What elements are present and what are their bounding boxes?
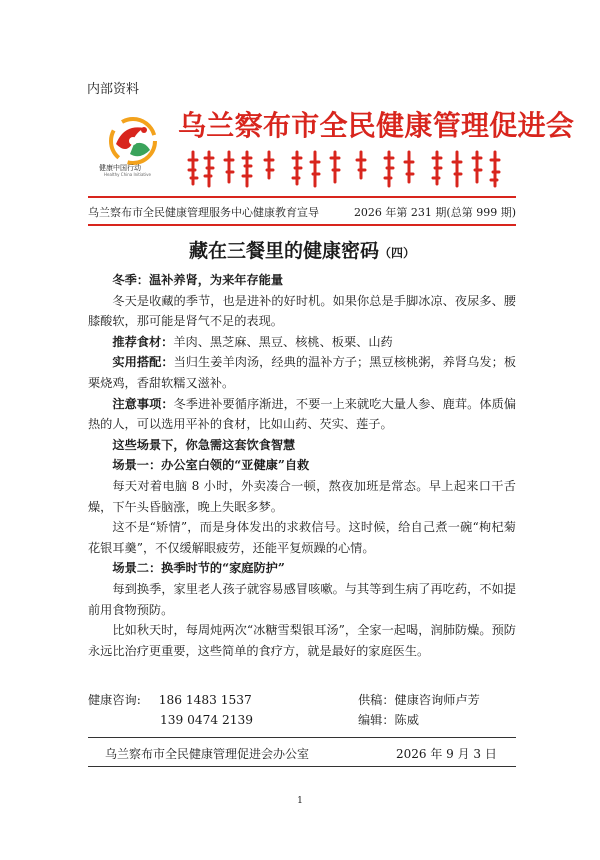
section-heading-scene-2: 场景二：换季时节的“家庭防护” bbox=[112, 561, 285, 576]
article-body bbox=[88, 270, 516, 661]
paragraph-combos bbox=[88, 352, 516, 393]
footer-date: 2026 年 9 月 3 日 bbox=[396, 747, 497, 761]
combos-text: 当归生姜羊肉汤，经典的温补方子；黑豆核桃粥，养肾乌发；板栗烧鸡，香甜软糯又滋补。 bbox=[88, 355, 517, 390]
combos-label: 实用搭配： bbox=[112, 355, 174, 370]
paragraph-scene-1a: 每天对着电脑 8 小时，外卖凑合一顿，熬夜加班是常态。早上起来口干舌燥，下午头昏脑涨，晚上失眠多梦。 bbox=[88, 478, 516, 514]
article-title-suffix: （四） bbox=[379, 246, 416, 260]
notes-label: 注意事项： bbox=[112, 396, 174, 411]
paragraph-foods bbox=[88, 332, 516, 353]
contact-phone-1: 186 1483 1537 bbox=[158, 693, 252, 707]
paragraph-winter-intro: 冬天是收藏的季节，也是进补的好时机。如果你总是手脚冰凉、夜尿多、腰膝酸软，那可能是肾气不足的表现。 bbox=[88, 293, 516, 329]
logo-subcaption: Healthy China Initiative bbox=[104, 172, 151, 177]
foods-label: 推荐食材： bbox=[112, 334, 174, 349]
contact-label: 健康咨询: bbox=[88, 693, 141, 707]
page-number: 1 bbox=[297, 796, 303, 806]
section-heading-scene-1: 场景一：办公室白领的“亚健康”自救 bbox=[112, 458, 310, 473]
paragraph-scene-1b: 这不是“矫情”，而是身体发出的求救信号。这时候，给自己煮一碗“枸杞菊花银耳羹”，不仅缓解眼疲劳，还能平复烦躁的心情。 bbox=[88, 520, 516, 555]
foods-text: 羊肉、黑芝麻、黑豆、核桃、板栗、山药 bbox=[173, 334, 393, 349]
organization-title: 乌兰察布市全民健康管理促进会 bbox=[178, 109, 575, 142]
section-heading-winter: 冬季：温补养肾，为来年存能量 bbox=[112, 273, 284, 287]
contact-line-1 bbox=[88, 690, 252, 710]
article-title-text: 藏在三餐里的健康密码 bbox=[188, 240, 379, 262]
contact-editor: 编辑：陈威 bbox=[358, 713, 419, 727]
contact-supplier: 供稿：健康咨询师卢芳 bbox=[358, 693, 480, 707]
paragraph-scene-2b: 比如秋天时，每周炖两次“冰糖雪梨银耳汤”，全家一起喝，润肺防燥。预防永远比治疗更重要，这些简单的食疗方，就是最好的家庭医生。 bbox=[88, 623, 516, 658]
header-divider-top bbox=[88, 196, 516, 198]
contact-phone-2: 139 0474 2139 bbox=[160, 713, 254, 727]
health-china-logo-icon bbox=[104, 114, 162, 168]
internal-label: 内部资料 bbox=[87, 82, 140, 97]
notes-text: 冬季进补要循序渐进，不要一上来就吃大量人参、鹿茸。体质偏热的人，可以选用平补的食材，比如山药、芡实、莲子。 bbox=[88, 396, 517, 432]
mongolian-script-title bbox=[185, 148, 505, 190]
footer-divider-top bbox=[88, 737, 516, 738]
issue-number: 2026 年第 231 期(总第 999 期) bbox=[353, 206, 516, 219]
issue-publisher: 乌兰察布市全民健康管理服务中心健康教育宣导 bbox=[88, 206, 319, 219]
logo-caption: 健康中国行动 bbox=[99, 164, 141, 172]
section-heading-scenes: 这些场景下，你急需这套饮食智慧 bbox=[112, 437, 296, 452]
paragraph-notes bbox=[88, 394, 516, 435]
issue-line bbox=[88, 204, 516, 220]
article-title bbox=[88, 236, 516, 263]
footer-divider-bottom bbox=[88, 766, 516, 767]
paragraph-scene-2a: 每到换季，家里老人孩子就容易感冒咳嗽。与其等到生病了再吃药，不如提前用食物预防。 bbox=[88, 581, 516, 617]
header-divider-bottom bbox=[88, 224, 516, 226]
footer-office: 乌兰察布市全民健康管理促进会办公室 bbox=[105, 747, 310, 761]
